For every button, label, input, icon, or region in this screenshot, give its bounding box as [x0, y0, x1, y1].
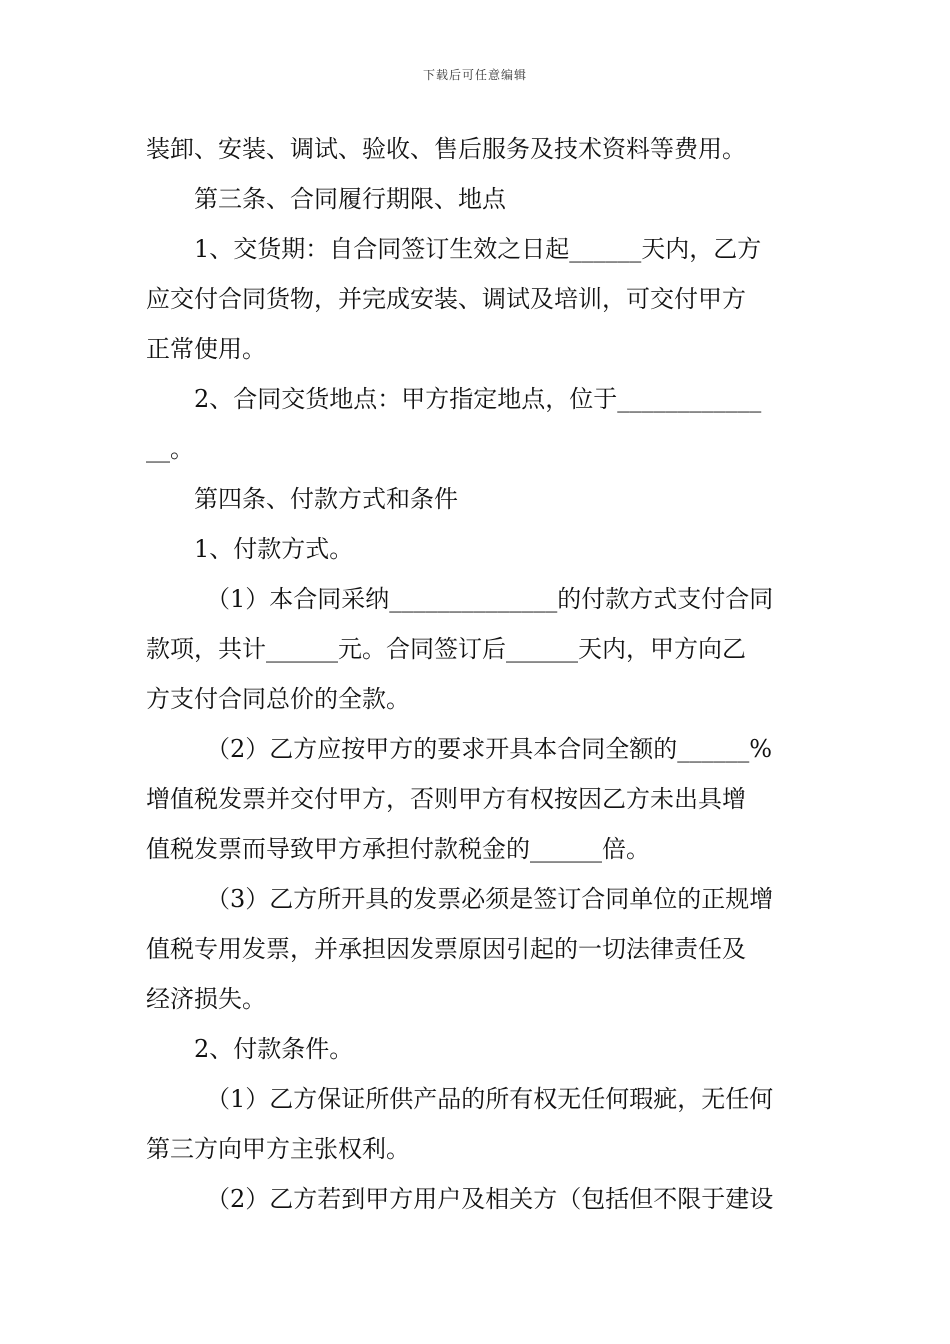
section-heading: 第三条、合同履行期限、地点	[194, 185, 506, 213]
paragraph-line: 经济损失。	[146, 985, 266, 1013]
paragraph-line: 2、合同交货地点：甲方指定地点，位于____________	[194, 385, 762, 413]
document-body	[146, 124, 806, 1224]
paragraph-line: 正常使用。	[146, 335, 266, 363]
paragraph-line: （3）乙方所开具的发票必须是签订合同单位的正规增	[206, 885, 774, 913]
paragraph-line: （2）乙方若到甲方用户及相关方（包括但不限于建设	[206, 1185, 774, 1213]
paragraph-line: 装卸、安装、调试、验收、售后服务及技术资料等费用。	[146, 135, 746, 163]
paragraph-line: 款项，共计______元。合同签订后______天内，甲方向乙	[146, 635, 746, 663]
paragraph-line: 方支付合同总价的全款。	[146, 685, 410, 713]
subsection-heading: 2、付款条件。	[194, 1035, 354, 1063]
paragraph-line: __。	[146, 435, 194, 463]
paragraph-line: （2）乙方应按甲方的要求开具本合同全额的______%	[206, 735, 773, 763]
page-header-note: 下载后可任意编辑	[422, 68, 527, 82]
paragraph-line: 值税发票而导致甲方承担付款税金的______倍。	[146, 835, 650, 863]
paragraph-line: 值税专用发票，并承担因发票原因引起的一切法律责任及	[146, 935, 746, 963]
paragraph-line: （1）本合同采纳______________的付款方式支付合同	[206, 585, 774, 613]
paragraph-line: （1）乙方保证所供产品的所有权无任何瑕疵，无任何	[206, 1085, 774, 1113]
paragraph-line: 应交付合同货物，并完成安装、调试及培训，可交付甲方	[146, 285, 746, 313]
paragraph-line: 增值税发票并交付甲方，否则甲方有权按因乙方未出具增	[146, 785, 746, 813]
paragraph-line: 第三方向甲方主张权利。	[146, 1135, 410, 1163]
section-heading: 第四条、付款方式和条件	[194, 485, 458, 513]
subsection-heading: 1、付款方式。	[194, 535, 354, 563]
paragraph-line: 1、交货期：自合同签订生效之日起______天内，乙方	[194, 235, 762, 263]
